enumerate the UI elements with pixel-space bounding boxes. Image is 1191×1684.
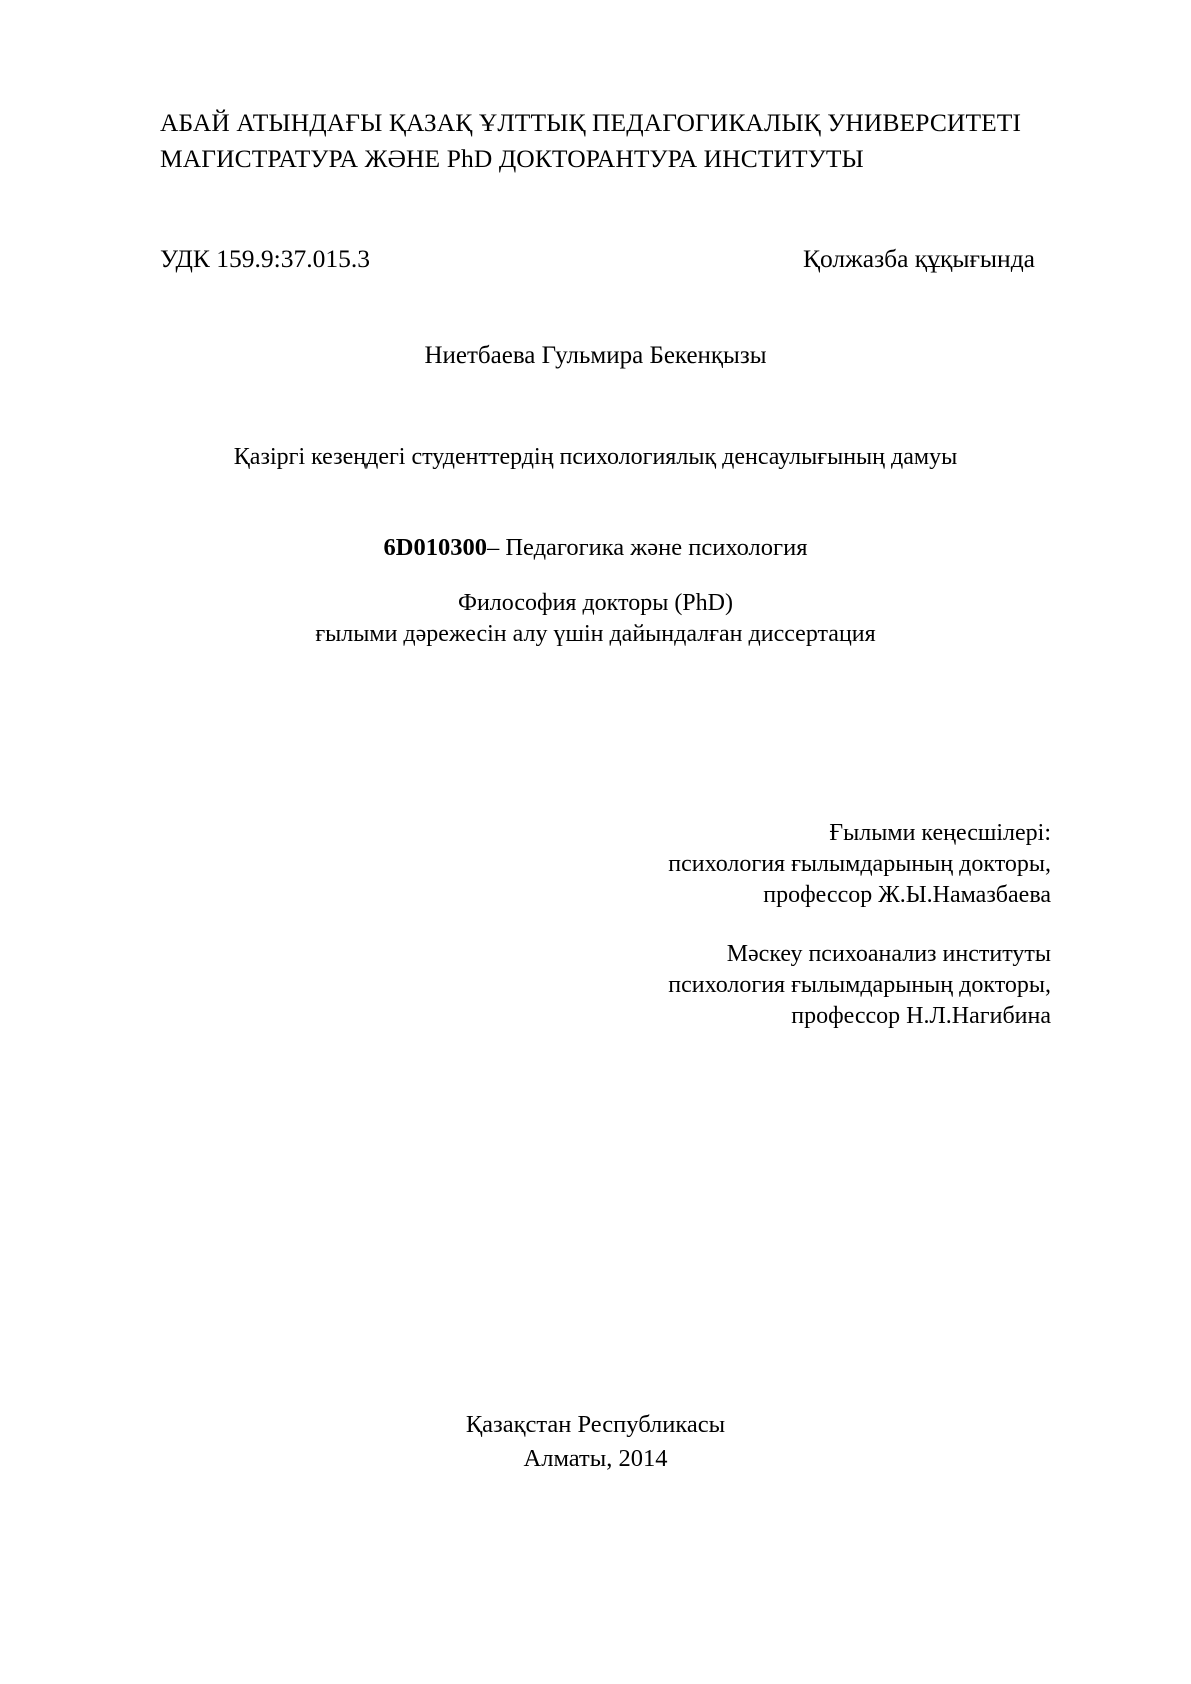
udk-code: УДК 159.9:37.015.3 — [160, 244, 370, 273]
degree-line-2: ғылыми дәрежесін алу үшін дайындалған диссертация — [315, 621, 876, 647]
advisor-first-line-2: профессор Ж.Ы.Намазбаева — [763, 882, 1051, 908]
degree-block — [0, 588, 1191, 650]
advisors-label: Ғылыми кеңесшілері: — [829, 820, 1051, 846]
advisor-second — [668, 939, 1051, 1032]
institute-name-line-2: МАГИСТРАТУРА ЖӘНЕ PhD ДОКТОРАНТУРА ИНСТИТУТЫ — [160, 144, 864, 173]
advisor-second-line-1: Мәскеу психоанализ институты — [726, 941, 1051, 967]
city-year: Алматы, 2014 — [523, 1445, 668, 1472]
advisor-second-line-3: профессор Н.Л.Нагибина — [791, 1003, 1051, 1029]
udk-row — [160, 244, 1035, 274]
university-header — [160, 105, 1060, 177]
degree-line-1: Философия докторы (PhD) — [458, 590, 733, 616]
publication-place — [0, 1408, 1191, 1476]
country-name: Қазақстан Республикасы — [465, 1411, 726, 1438]
specialty-name: Педагогика және психология — [505, 534, 808, 561]
specialty-code: 6D010300 — [383, 534, 487, 561]
specialty-dash: – — [486, 534, 500, 561]
advisors-block — [668, 818, 1051, 1032]
specialty-line — [0, 534, 1191, 562]
advisor-first-line-1: психология ғылымдарының докторы, — [668, 851, 1051, 877]
university-name-line-1: АБАЙ АТЫНДАҒЫ ҚАЗАҚ ҰЛТТЫҚ ПЕДАГОГИКАЛЫҚ УНИВЕРСИТЕТІ — [160, 108, 1022, 137]
author-name: Ниетбаева Гульмира Бекенқызы — [424, 342, 767, 369]
manuscript-rights-note: Қолжазба құқығында — [802, 244, 1035, 273]
dissertation-title: Қазіргі кезеңдегі студенттердің психологиялық денсаулығының дамуы — [233, 444, 958, 470]
advisor-second-line-2: психология ғылымдарының докторы, — [668, 972, 1051, 998]
advisor-first — [668, 818, 1051, 911]
